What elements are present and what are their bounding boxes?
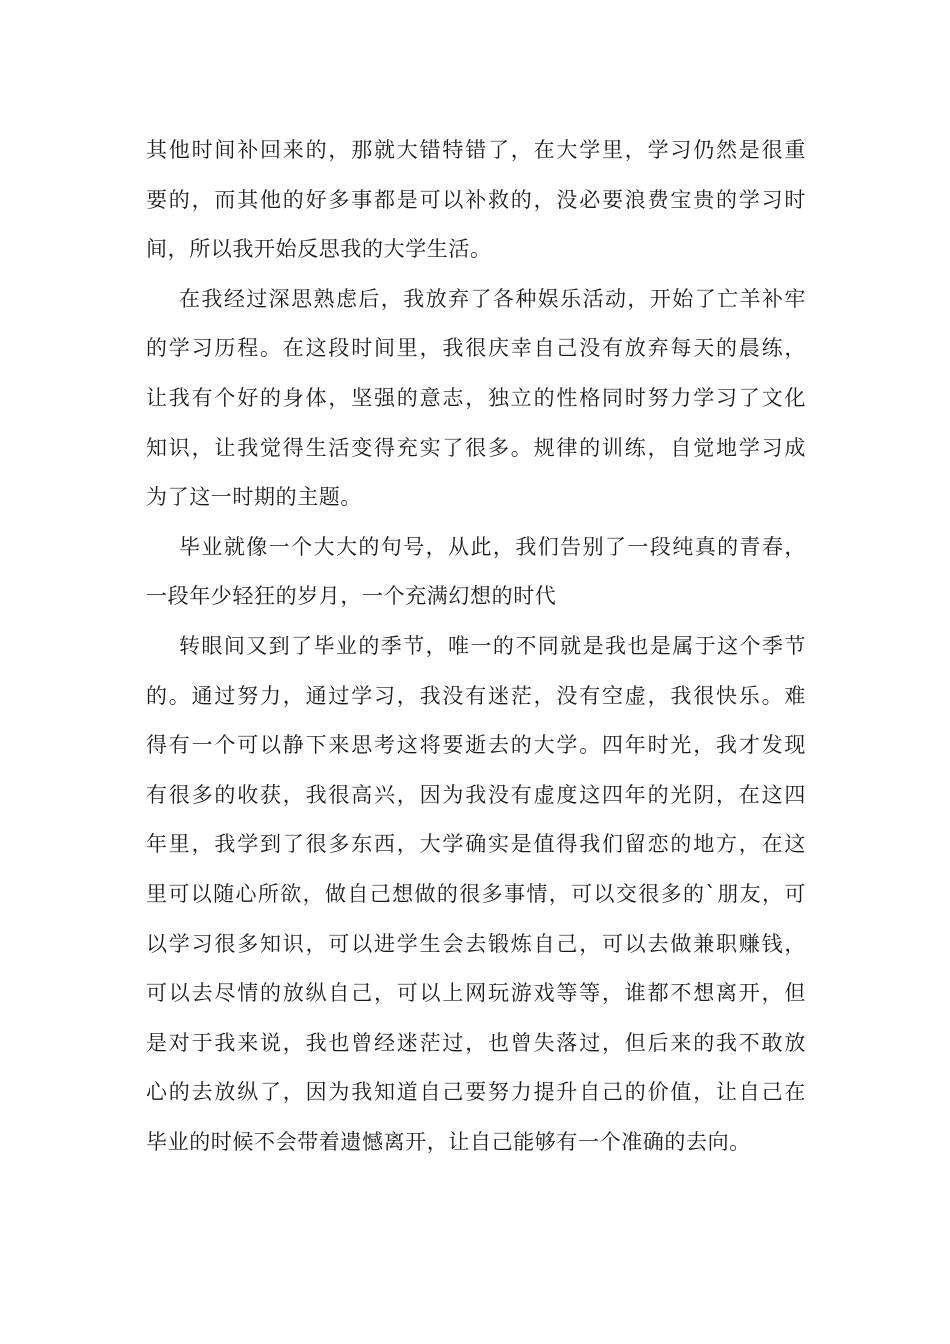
text-line: 其他时间补回来的，那就大错特错了，在大学里，学习仍然是很重 (146, 138, 806, 162)
text-line: 心的去放纵了，因为我知道自己要努力提升自己的价值，让自己在 (146, 1080, 806, 1105)
text-line: 有很多的收获，我很高兴，因为我没有虚度这四年的光阴，在这四 (146, 782, 806, 807)
text-line: 的。通过努力，通过学习，我没有迷茫，没有空虚，我很快乐。难 (146, 683, 806, 708)
text-line: 的学习历程。在这段时间里，我很庆幸自己没有放弃每天的晨练， (146, 336, 806, 361)
paragraph-first-line: 转眼间又到了毕业的季节，唯一的不同就是我也是属于这个季节 (179, 633, 806, 658)
text-line: 为了这一时期的主题。 (146, 485, 362, 510)
text-line: 是对于我来说，我也曾经迷茫过，也曾失落过，但后来的我不敢放 (146, 1030, 806, 1055)
text-line: 毕业的时候不会带着遗憾离开，让自己能够有一个准确的去向。 (146, 1129, 751, 1154)
text-line: 间，所以我开始反思我的大学生活。 (146, 237, 492, 262)
paragraph-first-line: 在我经过深思熟虑后，我放弃了各种娱乐活动，开始了亡羊补牢 (179, 286, 806, 311)
text-line: 得有一个可以静下来思考这将要逝去的大学。四年时光，我才发现 (146, 733, 806, 758)
text-line: 里可以随心所欲，做自己想做的很多事情，可以交很多的`朋友，可 (146, 881, 806, 906)
text-line: 一段年少轻狂的岁月，一个充满幻想的时代 (146, 584, 557, 609)
text-line: 以学习很多知识，可以进学生会去锻炼自己，可以去做兼职赚钱， (146, 931, 806, 956)
text-line: 要的，而其他的好多事都是可以补救的，没必要浪费宝贵的学习时 (146, 187, 806, 212)
text-line: 年里，我学到了很多东西，大学确实是值得我们留恋的地方，在这 (146, 832, 806, 857)
document-body (146, 126, 806, 1167)
text-line: 知识，让我觉得生活变得充实了很多。规律的训练，自觉地学习成 (146, 435, 806, 460)
text-line: 可以去尽情的放纵自己，可以上网玩游戏等等，谁都不想离开，但 (146, 981, 806, 1006)
paragraph-first-line: 毕业就像一个大大的句号，从此，我们告别了一段纯真的青春， (179, 534, 806, 559)
text-line: 让我有个好的身体，坚强的意志，独立的性格同时努力学习了文化 (146, 385, 806, 410)
